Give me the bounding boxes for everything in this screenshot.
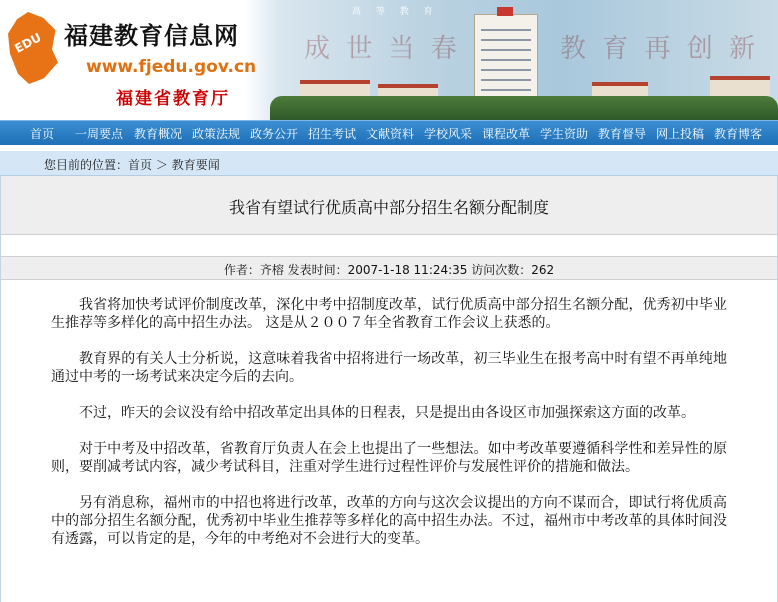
nav-submit-online[interactable]: 网上投稿 <box>656 127 705 141</box>
site-url: www.fjedu.gov.cn <box>86 57 257 77</box>
article-meta: 作者：齐榕 发表时间：2007-1-18 11:24:35 访问次数：262 <box>223 263 555 277</box>
banner-slogan-left: 成 世 当 春 <box>304 34 461 64</box>
breadcrumb-current-link[interactable]: 教育要闻 <box>171 158 220 172</box>
department-name: 福建省教育厅 <box>116 89 230 109</box>
nav-documents[interactable]: 文献资料 <box>366 127 415 141</box>
banner-caption: 高 等 教 育 <box>352 7 439 17</box>
main-nav <box>0 120 778 145</box>
article-paragraph: 另有消息称，福州市的中招也将进行改革，改革的方向与这次会议提出的方向不谋而合，即试行将优质高中的部分招生名额分配，优秀初中毕业生推荐等多样化的高中招生办法。不过，福州市中考改革的具体时间没有透露，可以肯定的是，今年的中考绝对不会进行大的变革。 <box>51 495 727 547</box>
article-title: 我省有望试行优质高中部分招生名额分配制度 <box>228 198 549 217</box>
breadcrumb-trail <box>44 156 220 173</box>
article-paragraph: 教育界的有关人士分析说，这意味着我省中招将进行一场改革，初三毕业生在报考高中时有望不再单纯地通过中考的一场考试来决定今后的去向。 <box>51 351 727 385</box>
nav-government-affairs[interactable]: 政务公开 <box>250 127 299 141</box>
nav-blog[interactable]: 教育博客 <box>714 127 763 141</box>
article-paragraph: 我省将加快考试评价制度改革，深化中考中招制度改革，试行优质高中部分招生名额分配，优秀初中毕业生推荐等多样化的高中招生办法。 这是从２００７年全省教育工作会议上获悉的。 <box>51 297 727 331</box>
article-body <box>51 296 727 566</box>
campus-tower <box>474 14 538 102</box>
nav-education-overview[interactable]: 教育概况 <box>134 127 183 141</box>
logo-edu-text: EDU <box>12 30 44 56</box>
breadcrumb-separator-icon: ＞ <box>155 158 168 172</box>
campus-trees <box>270 96 778 120</box>
article-title-box <box>1 176 777 235</box>
article-paragraph: 对于中考及中招改革，省教育厅负责人在会上也提出了一些想法。如中考改革要遵循科学性和差异性的原则，要削减考试内容，减少考试科目，注重对学生进行过程性评价与发展性评价的措施和做法。 <box>51 441 727 475</box>
site-banner <box>0 0 778 120</box>
nav-school-showcase[interactable]: 学校风采 <box>424 127 473 141</box>
breadcrumb <box>0 151 778 176</box>
nav-home[interactable]: 首页 <box>30 127 55 141</box>
nav-weekly-highlights[interactable]: 一周要点 <box>75 127 124 141</box>
nav-supervision[interactable]: 教育督导 <box>598 127 647 141</box>
breadcrumb-home-link[interactable]: 首页 <box>128 158 153 172</box>
site-title: 福建教育信息网 <box>64 21 239 50</box>
article-frame <box>0 176 778 602</box>
nav-curriculum-reform[interactable]: 课程改革 <box>482 127 531 141</box>
nav-admissions[interactable]: 招生考试 <box>308 127 357 141</box>
article-meta-box <box>1 256 777 280</box>
banner-slogan-right: 教 育 再 创 新 <box>560 34 760 64</box>
article-paragraph: 不过，昨天的会议没有给中招改革定出具体的日程表，只是提出由各设区市加强探索这方面的改革。 <box>79 405 695 421</box>
breadcrumb-prefix: 您目前的位置： <box>44 158 129 172</box>
nav-policies[interactable]: 政策法规 <box>192 127 241 141</box>
nav-student-aid[interactable]: 学生资助 <box>540 127 589 141</box>
